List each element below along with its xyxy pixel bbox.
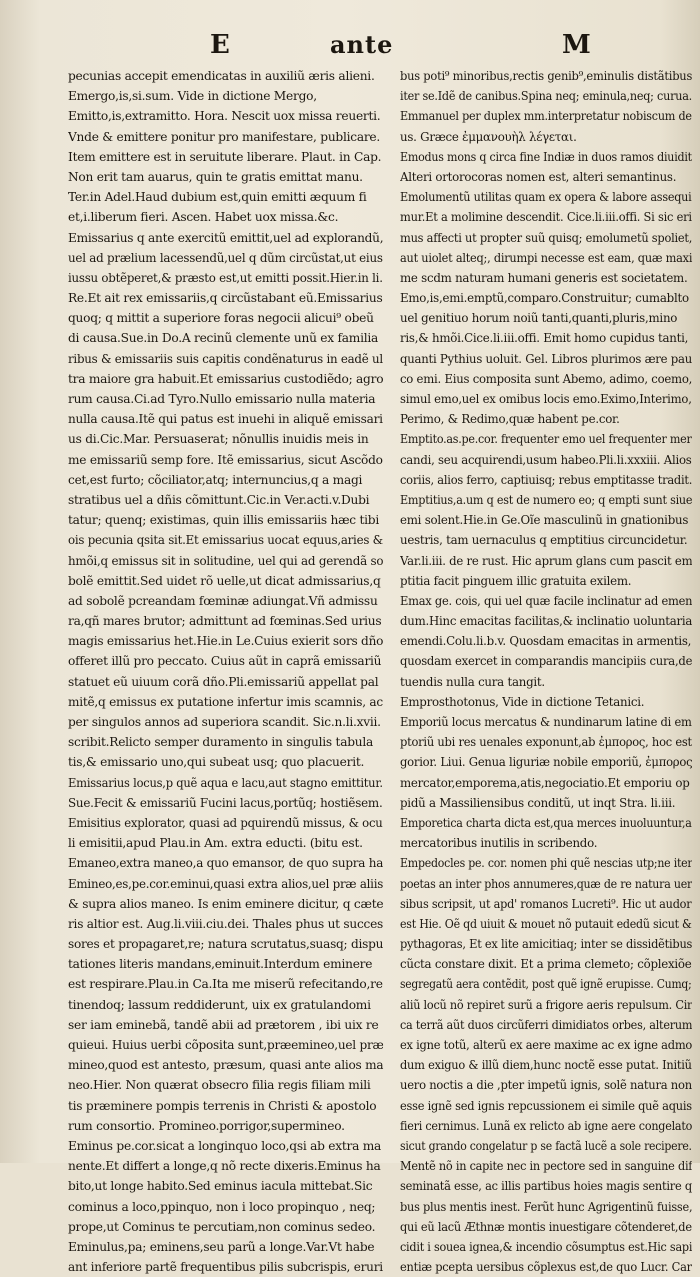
text-line: tra maiore gra habuit.Et emissarius custodiẽdo; agro [68, 371, 383, 386]
text-line: Emissarius locus,p quẽ aqua e lacu,aut stagno emittitur. [68, 775, 383, 790]
text-line: di causa.Sue.in Do.A recinũ clemente unũ ex familia [68, 331, 379, 346]
text-line: sores et propagaret,re; natura scrutatus,suasq; dispu [68, 937, 384, 952]
text-line: Emaneo,extra maneo,a quo emansor, de quo supra ha [68, 856, 383, 871]
text-line: Emporetica charta dicta est,qua merces inuoluuntur,a [400, 815, 692, 830]
text-line: mus affecti ut propter suũ quisq; emolumetũ spoliet, [400, 230, 693, 245]
text-line: Emptito.as.pe.cor. frequenter emo uel frequenter mer [400, 432, 692, 447]
text-line: ant inferiore partẽ frequentibus pilis subcrispis, eruri [68, 1260, 383, 1275]
text-line: coriis, alios ferro, captiuisq; rebus emptitasse tradit. [400, 472, 692, 487]
text-line: me emissariũ semp fore. Itẽ emissarius, sicut Ascõdo [68, 452, 383, 467]
text-line: tis præminere pompis terrenis in Christi & apostolo [68, 1098, 377, 1113]
text-line: Item emittere est in seruitute liberare. Plaut. in Cap. [68, 149, 382, 164]
text-line: est Hie. Oẽ qd uiuit & mouet nõ putauit ededũ sicut & [400, 916, 692, 931]
text-line: simul emo,uel ex omibus locis emo.Eximo,Interimo, [400, 392, 692, 406]
text-line: tationes literis mandans,eminuit.Interdum eminere [68, 957, 373, 972]
text-line: bito,ut longe habito.Sed eminus iacula mittebat.Sic [68, 1179, 373, 1194]
text-line: Emodus mons q circa fine Indiæ in duos ramos diuidit [400, 149, 692, 164]
text-line: cet,est furto; cõciliator,atq; internuncius,q a magi [68, 472, 363, 487]
text-line: statuet eũ uiuum corã dño.Pli.emissariũ appellat pal [68, 674, 379, 689]
text-line: pecunias accepit emendicatas in auxiliũ æris alieni. [68, 69, 375, 83]
text-line: cidit i souea ignea,& incendio cõsumptus est.Hic sapi [400, 1239, 692, 1254]
text-line: aliũ locũ nõ repiret surũ a frigore aeris repulsum. Cir [400, 997, 692, 1012]
text-line: cũcta constare dixit. Et a prima clemeto; cõplexiõe [400, 957, 692, 972]
text-line: tis,& emissario uno,qui subeat usq; quo placuerit. [68, 755, 365, 770]
text-line: Eminus pe.cor.sicat a longinquo loco,qsi ab extra ma [68, 1138, 382, 1153]
text-line: quieui. Huius uerbi cõposita sunt,præemineo,uel præ [68, 1038, 384, 1052]
running-header [0, 30, 700, 66]
text-line: nulla causa.Itẽ qui patus est inuehi in aliquẽ emissari [68, 412, 383, 427]
text-line: entiæ pcepta uersibus cõplexus est,de quo Lucr. Car [400, 1260, 692, 1275]
text-line: mercatoribus inutilis in scribendo. [400, 836, 598, 851]
text-line: mercator,emporema,atis,negociatio.Et emporiu op [400, 775, 690, 790]
text-line: et,i.liberum fieri. Ascen. Habet uox missa.&c. [68, 210, 339, 225]
text-line: uel ad prælium lacessendũ,uel q dũm circũstat,ut eius [68, 250, 383, 265]
text-line: ca terrã aũt duos circũferri dimidiatos orbes, alterum [400, 1017, 692, 1032]
text-line: sicut grando congelatur p se factã lucẽ a sole recipere. [400, 1138, 692, 1153]
text-line: offeret illũ pro peccato. Cuius aũt in caprã emissariũ [68, 654, 382, 669]
text-line: mitẽ,q emissus ex putatione infertur imis scamnis, ac [68, 694, 383, 709]
text-line: pidũ a Massiliensibus conditũ, ut inqt Stra. li.iii. [400, 795, 676, 810]
text-line: tinendoq; lassum reddiderunt, uix ex gratulandomi [68, 997, 371, 1012]
text-line: Emergo,is,si.sum. Vide in dictione Mergo, [68, 89, 317, 104]
text-line: Emmanuel per duplex mm.interpretatur nobiscum de [400, 109, 692, 124]
text-line: rum causa.Ci.ad Tyro.Nullo emissario nulla materia [68, 392, 376, 406]
text-line: qui eũ lacũ Æthnæ montis inuestigare cõtenderet,de [400, 1219, 692, 1234]
text-line: Perimo, & Redimo,quæ habent pe.cor. [400, 412, 620, 427]
text-line: prope,ut Cominus te percutiam,non cominus sedeo. [68, 1219, 376, 1234]
text-line: rum consortio. Promineo.porrigor,supermineo. [68, 1118, 345, 1133]
text-line: seminatã esse, ac illis partibus hoies magis sentire q [400, 1179, 692, 1194]
text-line: Emporiũ locus mercatus & nundinarum latine di em [400, 715, 692, 729]
text-line: candi, seu acquirendi,usum habeo.Pli.li.xxxiii. Alios [400, 452, 692, 467]
text-line: iter se.Idẽ de canibus.Spina neq; eminula,neq; curua. [400, 89, 692, 104]
text-line: neo.Hier. Non quærat obsecro filia regis filiam mili [68, 1078, 371, 1093]
text-line: Empedocles pe. cor. nomen phi quẽ nescias utp;ne iter [400, 856, 693, 871]
text-line: quanti Pythius uoluit. Gel. Libros plurimos ære pau [400, 351, 693, 366]
text-line: mur.Et a molimine descendit. Cice.li.iii.offi. Si sic eri [400, 210, 692, 225]
text-line: us. Græce ἐμμανουὴλ λέγεται. [400, 129, 577, 144]
text-line: Alteri ortorocoras nomen est, alteri semantinus. [400, 169, 677, 184]
text-line: aut uiolet alteq;, dirumpi necesse est eam, quæ maxi [400, 250, 693, 265]
text-line: ra,qñ mares brutor; admittunt ad fœminas.Sed urius [68, 614, 382, 629]
text-line: gorior. Liui. Genua liguriæ nobile emporiũ, ἐμπορος [400, 755, 692, 770]
left-column [68, 66, 383, 1277]
text-line: Re.Et ait rex emissariis,q circũstabant eũ.Emissarius [68, 291, 383, 306]
text-line: quoq; q mittit a superiore foras negocii alicui⁹ obeũ [68, 311, 374, 326]
text-line: esse ignẽ sed ignis repcussionem ei simile quẽ aquis [400, 1098, 692, 1113]
text-line: & supra alios maneo. Is enim eminere dicitur, q cæte [68, 896, 383, 911]
text-line: Sue.Fecit & emissariũ Fucini lacus,portũq; hostiẽsem. [68, 795, 383, 810]
text-line: Emitto,is,extramitto. Hora. Nescit uox missa reuerti. [68, 109, 381, 124]
text-line: cominus a loco,ppinquo, non i loco propinquo , neq; [68, 1199, 376, 1214]
text-line: ois pecunia qsita sit.Et emissarius uocat equus,aries & [68, 533, 383, 548]
text-line: ser iam eminebã, tandẽ abii ad prætorem , ibi uix re [68, 1017, 379, 1032]
text-line: Vnde & emittere ponitur pro manifestare, publicare. [68, 129, 381, 144]
text-line: dum exiguo & illũ diem,hunc noctẽ esse putat. Initiũ [400, 1058, 692, 1073]
text-line: Eminulus,pa; eminens,seu parũ a longe.Var.Vt habe [68, 1239, 375, 1254]
text-line: tuendis nulla cura tangit. [400, 674, 545, 689]
text-line: Non erit tam auarus, quin te gratis emittat manu. [68, 169, 363, 184]
text-line: bolẽ emittit.Sed uidet rõ uelle,ut dicat admissarius,q [68, 573, 381, 588]
text-line: quosdam exercet in comparandis mancipiis cura,de [400, 654, 692, 669]
text-line: tatur; quenq; existimas, quin illis emissariis hæc tibi [68, 513, 380, 528]
text-line: Emisitius explorator, quasi ad pquirendũ missus, & ocu [68, 815, 383, 830]
text-line: Emolumentũ utilitas quam ex opera & labore assequi [400, 190, 692, 205]
text-line: poetas an inter phos annumeres,quæ de re natura uer [400, 876, 693, 891]
text-line: Var.li.iii. de re rust. Hic aprum glans cum pascit em [400, 553, 693, 568]
text-line: co emi. Eius composita sunt Abemo, adimo, coemo, [400, 371, 693, 386]
text-line: emendi.Colu.li.b.v. Quosdam emacitas in armentis, [400, 634, 692, 649]
text-line: ptitia facit pinguem illic gratuita exilem. [400, 573, 632, 588]
text-line: segregatũ aera contẽdit, post quẽ ignẽ erupisse. Cumq; [400, 977, 692, 992]
text-line: mineo,quod est antesto, præsum, quasi ante alios ma [68, 1058, 384, 1073]
header-right-letters: M [562, 30, 591, 60]
right-column [400, 66, 692, 1277]
header-left-letter: E [210, 30, 230, 60]
text-line: pythagoras, Et ex lite amicitiaq; inter se dissidẽtibus [400, 937, 693, 952]
text-line: Emissarius q ante exercitũ emittit,uel ad explorandũ, [68, 230, 384, 245]
text-line: scribit.Relicto semper duramento in singulis tabula [68, 735, 374, 750]
text-line: Mentẽ nõ in capite nec in pectore sed in sanguine dif [400, 1159, 692, 1174]
text-line: hmõi,q emissus sit in solitudine, uel qui ad gerendã so [68, 553, 383, 568]
text-line: Emax ge. cois, qui uel quæ facile inclinatur ad emen [400, 593, 692, 608]
text-line: Ter.in Adel.Haud dubium est,quin emitti æquum fi [68, 190, 367, 205]
text-line: ribus & emissariis suis capitis condẽnaturus in eadẽ ul [68, 351, 383, 366]
text-line: Emprosthotonus, Vide in dictione Tetanici. [400, 694, 645, 709]
text-line: bus poti⁹ minoribus,rectis genib⁹,eminulis distãtibus [400, 69, 692, 83]
text-line: ris altior est. Aug.li.viii.ciu.dei. Thales phus ut succes [68, 916, 384, 931]
text-line: emi solent.Hie.in Ge.Oĩe masculinũ in gnationibus [400, 513, 689, 528]
text-line: nente.Et differt a longe,q nõ recte dixeris.Eminus ha [68, 1159, 381, 1174]
text-line: uestris, tam uernaculus q emptitius circuncidetur. [400, 533, 688, 548]
text-line: stratibus uel a dñis cõmittunt.Cic.in Ver.acti.v.Dubi [68, 492, 370, 507]
text-line: per singulos annos ad superiora scandit. Sic.n.li.xvii. [68, 715, 381, 729]
text-line: fieri cernimus. Lunã ex relicto ab igne aere congelato [400, 1118, 692, 1133]
text-line: ad sobolẽ pcreandam fœminæ adiungat.Vñ admissu [68, 593, 378, 608]
text-line: uel genitiuo horum noiũ tanti,quanti,pluris,mino [400, 311, 678, 326]
text-line: bus plus mentis inest. Ferũt hunc Agrigentinũ fuisse, [400, 1199, 693, 1214]
text-line: sibus scripsit, ut apd' romanos Lucreti⁹. Hic ut audor [400, 896, 692, 911]
text-line: ris,& hmõi.Cice.li.iii.offi. Emit homo cupidus tanti, [400, 331, 689, 346]
text-line: magis emissarius het.Hie.in Le.Cuius exierit sors dño [68, 634, 384, 649]
text-line: me scdm naturam humani generis est societatem. [400, 270, 688, 285]
text-line: us di.Cic.Mar. Persuaserat; nõnullis inuidis meis in [68, 432, 369, 447]
text-line: iussu obtẽperet,& præsto est,ut emitti possit.Hier.in li. [68, 270, 383, 285]
text-line: Emineo,es,pe.cor.eminui,quasi extra alios,uel præ aliis [68, 876, 383, 891]
text-line: dum.Hinc emacitas facilitas,& inclinatio uoluntaria [400, 614, 693, 629]
text-line: est respirare.Plau.in Ca.Ita me miserũ refecitando,re [68, 977, 383, 992]
text-line: ex igne totũ, alterũ ex aere maxime ac ex igne admo [400, 1038, 692, 1052]
header-catchword: ante [330, 30, 394, 59]
text-line: Emo,is,emi.emptũ,comparo.Construitur; cumablto [400, 291, 689, 306]
text-line: ptoriũ ubi res uenales exponunt,ab ἐμπορος, hoc est [400, 735, 692, 750]
text-line: uero noctis a die ,pter impetũ ignis, solẽ natura non [400, 1078, 692, 1093]
text-line: Emptitius,a.um q est de numero eo; q empti sunt siue [400, 492, 692, 507]
text-line: li emisitii,apud Plau.in Am. extra educti. (bitu est. [68, 836, 363, 851]
